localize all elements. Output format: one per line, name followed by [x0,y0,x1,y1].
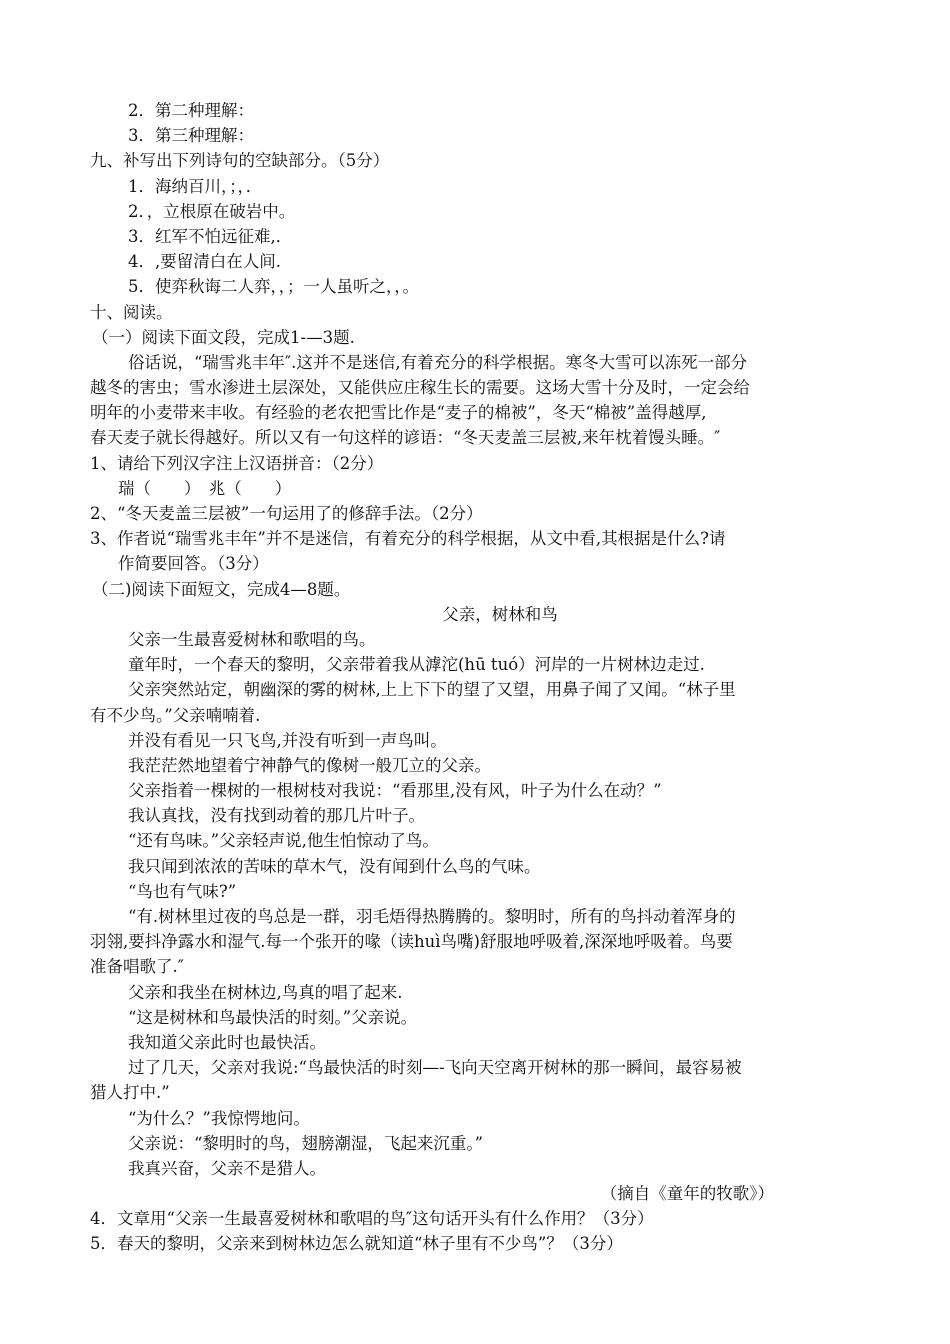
poem-item-5: 5．使弈秋诲二人弈，，；一人虽听之，，。 [128,277,419,297]
passage-1-line: 俗话说，“瑞雪兆丰年″.这并不是迷信,有着充分的科学根据。寒冬大雪可以冻死一部分 [128,352,748,372]
passage-2-paragraph: 父亲一生最喜爱树林和歌唱的鸟。 [128,629,376,649]
passage-2-paragraph: 猎人打中.” [90,1083,170,1103]
passage-2-paragraph: 父亲指着一棵树的一根树枝对我说：“看那里,没有风，叶子为什么在动？” [128,781,662,801]
part-1-heading: （一）阅读下面文段，完成1-—3题. [92,327,355,347]
question-5: 5．春天的黎明，父亲来到树林边怎么就知道“林子里有不少鸟”？（3分） [90,1234,623,1254]
passage-2-paragraph: “还有鸟味。”父亲轻声说,他生怕惊动了鸟。 [128,831,439,851]
passage-2-paragraph: 有不少鸟。”父亲喃喃着. [90,705,261,725]
question-3: 3、作者说“瑞雪兆丰年”并不是迷信，有着充分的科学根据，从文中看,其根据是什么?请 [90,529,726,549]
document-body [90,98,870,1257]
passage-2-paragraph: 我认真找，没有找到动着的那几片叶子。 [128,806,425,826]
passage-2-paragraph: “这是树林和鸟最快活的时刻。”父亲说。 [128,1007,418,1027]
passage-2-paragraph: “有.树林里过夜的鸟总是一群，羽毛焐得热腾腾的。黎明时，所有的鸟抖动着浑身的 [128,907,736,926]
passage-2-paragraph: “鸟也有气味?” [128,881,237,901]
poem-item-1: 1．海纳百川，；，． [128,176,263,196]
pinyin-blanks: 瑞（ ） 兆（ ） [118,478,292,498]
part-2-heading: （二)阅读下面短文，完成4—8题。 [92,579,351,599]
passage-1-line: 春天麦子就长得越好。所以又有一句这样的谚语：“冬天麦盖三层被,来年枕着馒头睡。″ [90,428,721,448]
section-9-heading: 九、补写出下列诗句的空缺部分。（5分） [90,151,390,171]
passage-2-paragraph: 我知道父亲此时也最快活。 [128,1032,326,1052]
passage-2-paragraph: 羽翎,要抖净露水和湿气.每一个张开的喙（读huì鸟嘴)舒服地呼吸着,深深地呼吸着。鸟要 [90,932,733,952]
passage-2-paragraph: 过了几天，父亲对我说:“鸟最快活的时刻—-飞向天空离开树林的那一瞬间，最容易被 [128,1058,742,1078]
poem-item-2: 2．，立根原在破岩中。 [128,201,296,221]
section-10-heading: 十、阅读。 [90,302,173,322]
poem-item-4: 4．,要留清白在人间. [128,252,281,272]
passage-2-paragraph: 父亲突然站定，朝幽深的雾的树林,上上下下的望了又望，用鼻子闻了又闻。“林子里 [128,680,736,700]
question-4: 4．文章用“父亲一生最喜爱树林和歌唱的鸟″这句话开头有什么作用？（3分） [90,1209,654,1229]
passage-source: （摘自《童年的牧歌》） [600,1184,774,1204]
passage-2-paragraph: 童年时，一个春天的黎明，父亲带着我从滹沱(hū tuó）河岸的一片树林边走过. [128,655,705,675]
question-1: 1、请给下列汉字注上汉语拼音：（2分） [90,453,384,473]
answer-line-3: 3．第三种理解： [128,126,254,146]
question-2: 2、“冬天麦盖三层被”一句运用了的修辞手法。（2分） [90,504,483,523]
poem-item-3: 3．红军不怕远征难,． [128,226,293,246]
passage-2-paragraph: “为什么？”我惊愕地问。 [128,1108,310,1128]
answer-line-2: 2．第二种理解： [128,101,254,120]
passage-2-paragraph: 我真兴奋，父亲不是猎人。 [128,1158,326,1178]
passage-1-line: 明年的小麦带来丰收。有经验的老农把雪比作是“麦子的棉被”，冬天“棉被”盖得越厚, [90,403,707,423]
passage-title: 父亲，树林和鸟 [442,604,558,624]
passage-2-paragraph: 父亲说：“黎明时的鸟，翅膀潮湿，飞起来沉重。” [128,1133,484,1153]
passage-2-paragraph: 我只闻到浓浓的苦味的草木气，没有闻到什么鸟的气味。 [128,856,541,876]
passage-2-paragraph: 我茫茫然地望着宁神静气的像树一般兀立的父亲。 [128,755,491,775]
passage-1-line: 越冬的害虫；雪水渗进土层深处，又能供应庄稼生长的需要。这场大雪十分及时，一定会给 [90,378,750,398]
passage-2-paragraph: 父亲和我坐在树林边,鸟真的唱了起来. [128,982,403,1002]
passage-2-paragraph: 并没有看见一只飞鸟,并没有听到一声鸟叫。 [128,730,447,750]
question-3-continued: 作简要回答。（3分） [118,554,269,574]
passage-2-paragraph: 准备唱歌了.″ [90,957,184,977]
